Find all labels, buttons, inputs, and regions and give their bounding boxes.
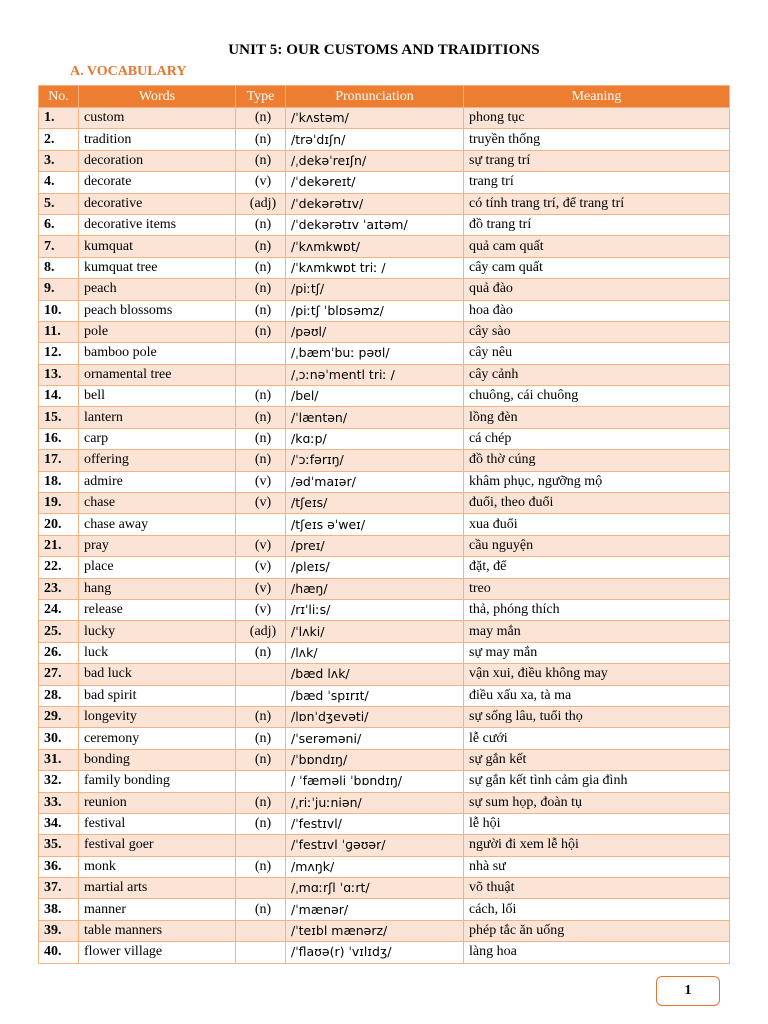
cell-pronunciation: /ˈserəməni/ [286, 728, 464, 749]
cell-number: 9. [39, 279, 79, 300]
cell-meaning: lồng đèn [464, 407, 730, 428]
cell-type: (n) [236, 407, 286, 428]
section-heading: A. VOCABULARY [70, 64, 187, 79]
table-row [39, 792, 730, 813]
cell-word: carp [79, 428, 236, 449]
table-row [39, 321, 730, 342]
cell-number: 17. [39, 450, 79, 471]
table-row [39, 236, 730, 257]
header-pronunciation: Pronunciation [286, 86, 464, 108]
cell-pronunciation: /ˌdekəˈreɪʃn/ [286, 150, 464, 171]
cell-number: 14. [39, 386, 79, 407]
cell-number: 35. [39, 835, 79, 856]
cell-pronunciation: /ˈkʌstəm/ [286, 108, 464, 129]
cell-number: 2. [39, 129, 79, 150]
cell-meaning: sự trang trí [464, 150, 730, 171]
cell-pronunciation: /ˈlæntən/ [286, 407, 464, 428]
cell-word: chase [79, 493, 236, 514]
cell-pronunciation: /trəˈdɪʃn/ [286, 129, 464, 150]
cell-type: (v) [236, 471, 286, 492]
vocabulary-table-body [39, 108, 730, 964]
cell-number: 39. [39, 920, 79, 941]
cell-meaning: hoa đào [464, 300, 730, 321]
cell-meaning: có tính trang trí, để trang trí [464, 193, 730, 214]
cell-type: (n) [236, 108, 286, 129]
cell-meaning: may mắn [464, 621, 730, 642]
cell-meaning: thả, phóng thích [464, 599, 730, 620]
cell-type [236, 878, 286, 899]
cell-pronunciation: /hæŋ/ [286, 578, 464, 599]
cell-type: (n) [236, 150, 286, 171]
cell-word: pole [79, 321, 236, 342]
cell-number: 34. [39, 813, 79, 834]
cell-meaning: đồ trang trí [464, 214, 730, 235]
cell-pronunciation: /ˈbɒndɪŋ/ [286, 749, 464, 770]
cell-meaning: chuông, cái chuông [464, 386, 730, 407]
table-row [39, 428, 730, 449]
table-row [39, 942, 730, 963]
cell-number: 26. [39, 642, 79, 663]
cell-type: (v) [236, 535, 286, 556]
cell-number: 30. [39, 728, 79, 749]
cell-word: admire [79, 471, 236, 492]
cell-number: 36. [39, 856, 79, 877]
cell-meaning: treo [464, 578, 730, 599]
cell-word: peach blossoms [79, 300, 236, 321]
page-number: 1 [656, 976, 720, 1006]
cell-pronunciation: /bel/ [286, 386, 464, 407]
cell-pronunciation: /lʌk/ [286, 642, 464, 663]
cell-number: 21. [39, 535, 79, 556]
cell-number: 25. [39, 621, 79, 642]
cell-type [236, 343, 286, 364]
table-row [39, 214, 730, 235]
cell-word: decoration [79, 150, 236, 171]
cell-meaning: cây cam quất [464, 257, 730, 278]
table-row [39, 471, 730, 492]
cell-word: longevity [79, 706, 236, 727]
cell-word: bonding [79, 749, 236, 770]
cell-number: 15. [39, 407, 79, 428]
table-row [39, 514, 730, 535]
table-row [39, 150, 730, 171]
cell-meaning: sự gắn kết [464, 749, 730, 770]
header-meaning: Meaning [464, 86, 730, 108]
cell-meaning: trang trí [464, 172, 730, 193]
cell-word: custom [79, 108, 236, 129]
cell-pronunciation: /mʌŋk/ [286, 856, 464, 877]
cell-number: 22. [39, 557, 79, 578]
cell-type: (n) [236, 642, 286, 663]
cell-type: (n) [236, 792, 286, 813]
cell-type: (adj) [236, 193, 286, 214]
cell-number: 20. [39, 514, 79, 535]
cell-word: kumquat [79, 236, 236, 257]
cell-word: offering [79, 450, 236, 471]
cell-word: lucky [79, 621, 236, 642]
cell-pronunciation: /ˈteɪbl mænərz/ [286, 920, 464, 941]
cell-pronunciation: /ˌriːˈjuːniən/ [286, 792, 464, 813]
cell-type: (v) [236, 493, 286, 514]
cell-number: 37. [39, 878, 79, 899]
cell-type [236, 664, 286, 685]
cell-type: (n) [236, 450, 286, 471]
cell-word: ceremony [79, 728, 236, 749]
table-row [39, 749, 730, 770]
cell-word: release [79, 599, 236, 620]
table-row [39, 386, 730, 407]
cell-type: (n) [236, 236, 286, 257]
cell-meaning: lễ cưới [464, 728, 730, 749]
cell-type [236, 835, 286, 856]
cell-pronunciation: /kɑːp/ [286, 428, 464, 449]
cell-pronunciation: /ˈkʌmkwɒt/ [286, 236, 464, 257]
table-row [39, 257, 730, 278]
cell-meaning: cá chép [464, 428, 730, 449]
cell-word: flower village [79, 942, 236, 963]
table-row [39, 878, 730, 899]
cell-word: peach [79, 279, 236, 300]
table-row [39, 813, 730, 834]
cell-word: decorative [79, 193, 236, 214]
cell-meaning: phép tắc ăn uống [464, 920, 730, 941]
cell-meaning: quả cam quất [464, 236, 730, 257]
cell-word: kumquat tree [79, 257, 236, 278]
cell-number: 19. [39, 493, 79, 514]
cell-type [236, 942, 286, 963]
cell-word: martial arts [79, 878, 236, 899]
cell-type [236, 514, 286, 535]
cell-meaning: truyền thống [464, 129, 730, 150]
cell-meaning: sự may mắn [464, 642, 730, 663]
cell-number: 13. [39, 364, 79, 385]
cell-meaning: nhà sư [464, 856, 730, 877]
header-words: Words [79, 86, 236, 108]
cell-number: 28. [39, 685, 79, 706]
table-row [39, 535, 730, 556]
cell-word: luck [79, 642, 236, 663]
cell-number: 31. [39, 749, 79, 770]
table-row [39, 450, 730, 471]
cell-number: 32. [39, 771, 79, 792]
cell-pronunciation: / ˈfæməli ˈbɒndɪŋ/ [286, 771, 464, 792]
cell-pronunciation: /piːtʃ/ [286, 279, 464, 300]
cell-type: (v) [236, 172, 286, 193]
cell-pronunciation: /ˈfestɪvl ˈɡəʊər/ [286, 835, 464, 856]
cell-pronunciation: /ədˈmaɪər/ [286, 471, 464, 492]
table-row [39, 856, 730, 877]
table-row [39, 300, 730, 321]
cell-meaning: đuổi, theo đuổi [464, 493, 730, 514]
cell-type [236, 685, 286, 706]
cell-pronunciation: /ˌbæmˈbuː pəʊl/ [286, 343, 464, 364]
table-row [39, 899, 730, 920]
table-row [39, 578, 730, 599]
table-row [39, 108, 730, 129]
cell-word: lantern [79, 407, 236, 428]
cell-pronunciation: /lɒnˈdʒevəti/ [286, 706, 464, 727]
table-row [39, 557, 730, 578]
cell-meaning: làng hoa [464, 942, 730, 963]
cell-pronunciation: /bæd ˈspɪrɪt/ [286, 685, 464, 706]
cell-pronunciation: /ˈdekərətɪv/ [286, 193, 464, 214]
cell-word: bad spirit [79, 685, 236, 706]
cell-pronunciation: /piːtʃ ˈblɒsəmz/ [286, 300, 464, 321]
cell-number: 18. [39, 471, 79, 492]
cell-word: tradition [79, 129, 236, 150]
cell-number: 23. [39, 578, 79, 599]
cell-meaning: cây sào [464, 321, 730, 342]
table-row [39, 728, 730, 749]
cell-meaning: sự sống lâu, tuổi thọ [464, 706, 730, 727]
cell-meaning: lễ hội [464, 813, 730, 834]
cell-type: (v) [236, 599, 286, 620]
cell-type: (n) [236, 899, 286, 920]
table-row [39, 279, 730, 300]
cell-meaning: võ thuật [464, 878, 730, 899]
cell-word: chase away [79, 514, 236, 535]
cell-meaning: quả đào [464, 279, 730, 300]
cell-pronunciation: /ˈlʌki/ [286, 621, 464, 642]
cell-number: 6. [39, 214, 79, 235]
cell-number: 3. [39, 150, 79, 171]
cell-type: (n) [236, 386, 286, 407]
cell-type: (n) [236, 428, 286, 449]
cell-number: 7. [39, 236, 79, 257]
cell-meaning: khâm phục, ngưỡng mộ [464, 471, 730, 492]
table-row [39, 193, 730, 214]
cell-type: (n) [236, 856, 286, 877]
cell-type: (adj) [236, 621, 286, 642]
cell-type: (n) [236, 813, 286, 834]
cell-type [236, 771, 286, 792]
cell-word: place [79, 557, 236, 578]
cell-meaning: đồ thờ cúng [464, 450, 730, 471]
cell-number: 11. [39, 321, 79, 342]
cell-meaning: đặt, để [464, 557, 730, 578]
table-row [39, 835, 730, 856]
table-row [39, 343, 730, 364]
cell-type: (n) [236, 300, 286, 321]
cell-number: 29. [39, 706, 79, 727]
cell-type: (v) [236, 578, 286, 599]
cell-word: ornamental tree [79, 364, 236, 385]
cell-word: manner [79, 899, 236, 920]
cell-meaning: xua đuổi [464, 514, 730, 535]
cell-number: 5. [39, 193, 79, 214]
cell-number: 8. [39, 257, 79, 278]
cell-number: 12. [39, 343, 79, 364]
table-row [39, 172, 730, 193]
cell-type: (n) [236, 728, 286, 749]
cell-word: bamboo pole [79, 343, 236, 364]
cell-pronunciation: /bæd lʌk/ [286, 664, 464, 685]
cell-number: 33. [39, 792, 79, 813]
cell-pronunciation: /ˈfestɪvl/ [286, 813, 464, 834]
cell-word: bell [79, 386, 236, 407]
cell-type: (v) [236, 557, 286, 578]
table-row [39, 642, 730, 663]
cell-meaning: cây nêu [464, 343, 730, 364]
table-row [39, 664, 730, 685]
cell-number: 38. [39, 899, 79, 920]
cell-type: (n) [236, 321, 286, 342]
cell-word: festival goer [79, 835, 236, 856]
page-title: UNIT 5: OUR CUSTOMS AND TRAIDITIONS [228, 42, 540, 58]
cell-pronunciation: /tʃeɪs/ [286, 493, 464, 514]
cell-type: (n) [236, 749, 286, 770]
cell-meaning: phong tục [464, 108, 730, 129]
cell-word: table manners [79, 920, 236, 941]
cell-number: 4. [39, 172, 79, 193]
table-header-row [39, 86, 730, 108]
cell-pronunciation: /pleɪs/ [286, 557, 464, 578]
cell-number: 10. [39, 300, 79, 321]
cell-type: (n) [236, 214, 286, 235]
cell-type: (n) [236, 706, 286, 727]
table-row [39, 920, 730, 941]
cell-pronunciation: /tʃeɪs əˈweɪ/ [286, 514, 464, 535]
cell-pronunciation: /ˈɔːfərɪŋ/ [286, 450, 464, 471]
cell-pronunciation: /ˈdekəreɪt/ [286, 172, 464, 193]
cell-type: (n) [236, 257, 286, 278]
cell-number: 27. [39, 664, 79, 685]
cell-number: 16. [39, 428, 79, 449]
cell-meaning: cầu nguyện [464, 535, 730, 556]
cell-meaning: sự gắn kết tình cảm gia đình [464, 771, 730, 792]
cell-type: (n) [236, 129, 286, 150]
table-row [39, 364, 730, 385]
cell-word: family bonding [79, 771, 236, 792]
cell-number: 40. [39, 942, 79, 963]
cell-pronunciation: /ˈkʌmkwɒt triː / [286, 257, 464, 278]
cell-number: 1. [39, 108, 79, 129]
cell-word: bad luck [79, 664, 236, 685]
cell-word: decorate [79, 172, 236, 193]
cell-pronunciation: /pəʊl/ [286, 321, 464, 342]
cell-meaning: cách, lối [464, 899, 730, 920]
header-type: Type [236, 86, 286, 108]
table-row [39, 685, 730, 706]
cell-pronunciation: /ˈmænər/ [286, 899, 464, 920]
cell-pronunciation: /ˌmɑːrʃl ˈɑːrt/ [286, 878, 464, 899]
table-row [39, 621, 730, 642]
cell-meaning: người đi xem lễ hội [464, 835, 730, 856]
cell-pronunciation: /ˈdekərətɪv ˈaɪtəm/ [286, 214, 464, 235]
cell-word: hang [79, 578, 236, 599]
cell-word: pray [79, 535, 236, 556]
cell-word: decorative items [79, 214, 236, 235]
cell-word: reunion [79, 792, 236, 813]
cell-word: monk [79, 856, 236, 877]
header-no: No. [39, 86, 79, 108]
table-row [39, 493, 730, 514]
cell-meaning: cây cảnh [464, 364, 730, 385]
table-row [39, 407, 730, 428]
cell-type: (n) [236, 279, 286, 300]
cell-pronunciation: /preɪ/ [286, 535, 464, 556]
cell-pronunciation: /ˌɔːnəˈmentl triː / [286, 364, 464, 385]
cell-meaning: điều xấu xa, tà ma [464, 685, 730, 706]
cell-pronunciation: /rɪˈliːs/ [286, 599, 464, 620]
table-row [39, 129, 730, 150]
table-row [39, 706, 730, 727]
cell-word: festival [79, 813, 236, 834]
cell-type [236, 920, 286, 941]
table-row [39, 599, 730, 620]
cell-number: 24. [39, 599, 79, 620]
cell-meaning: sự sum họp, đoàn tụ [464, 792, 730, 813]
cell-pronunciation: /ˈflaʊə(r) ˈvɪlɪdʒ/ [286, 942, 464, 963]
vocabulary-table [38, 85, 730, 964]
table-row [39, 771, 730, 792]
cell-type [236, 364, 286, 385]
cell-meaning: vận xui, điều không may [464, 664, 730, 685]
